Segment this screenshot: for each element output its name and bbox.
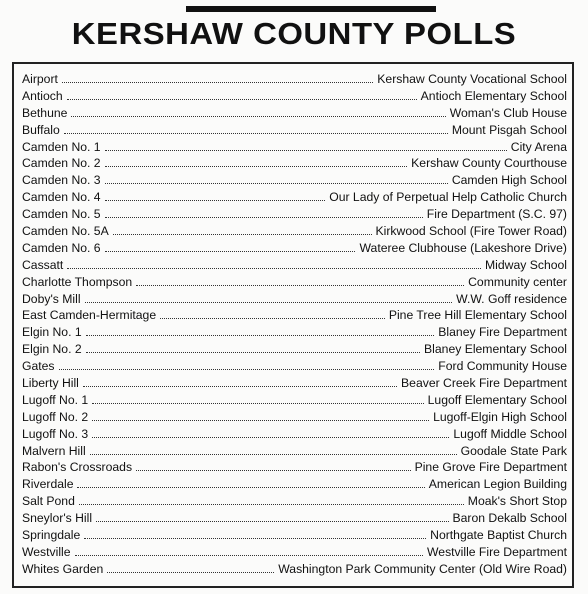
poll-row [22,426,567,443]
precinct-name: Liberty Hill [22,376,79,391]
polling-place: Lugoff-Elgin High School [433,409,567,424]
polling-place: Kershaw County Courthouse [411,156,567,171]
dot-leader [92,419,429,421]
precinct-name: Malvern Hill [22,443,86,458]
dot-leader [96,520,448,522]
poll-row [22,257,567,274]
precinct-name: East Camden-Hermitage [22,308,157,323]
precinct-name: Airport [22,72,58,86]
precinct-name: Camden No. 2 [22,156,101,171]
precinct-name: Antioch [22,88,63,103]
precinct-name: Rabon's Crossroads [22,460,133,475]
precinct-name: Lugoff No. 3 [22,426,89,441]
polling-place: Our Lady of Perpetual Help Catholic Church [329,190,567,205]
precinct-name: Elgin No. 2 [22,342,82,357]
poll-row [22,409,567,426]
top-rule [186,6,436,12]
poll-row [22,88,567,105]
dot-leader [67,98,417,100]
dot-leader [77,486,424,488]
dot-leader [105,250,356,252]
precinct-name: Sneylor's Hill [22,511,93,526]
precinct-name: Whites Garden [22,561,104,576]
precinct-name: Camden No. 3 [22,173,101,188]
precinct-name: Westville [22,544,71,559]
poll-row [22,307,567,324]
poll-row [22,223,567,240]
dot-leader [113,233,372,235]
precinct-name: Buffalo [22,122,60,137]
polling-place: Moak's Short Stop [467,494,567,509]
polling-place: American Legion Building [428,477,567,492]
poll-row [22,324,567,341]
polling-place: Kirkwood School (Fire Tower Road) [375,224,567,239]
polling-place: Blaney Fire Department [438,325,567,340]
polling-place: Kershaw County Vocational School [377,72,567,86]
polling-place: Northgate Baptist Church [430,528,567,543]
poll-row [22,291,567,308]
precinct-name: Camden No. 5A [22,224,109,239]
poll-row [22,155,567,172]
poll-row [22,358,567,375]
dot-leader [105,165,408,167]
dot-leader [136,284,464,286]
poll-row [22,240,567,257]
poll-row [22,527,567,544]
dot-leader [105,182,448,184]
precinct-name: Camden No. 4 [22,190,101,205]
poll-row [22,206,567,223]
precinct-name: Lugoff No. 1 [22,392,89,407]
dot-leader [75,554,423,556]
poll-row [22,561,567,578]
polling-place: Ford Community House [438,359,567,374]
precinct-name: Bethune [22,105,68,120]
poll-row [22,172,567,189]
precinct-name: Charlotte Thompson [22,274,133,289]
polling-place: Wateree Clubhouse (Lakeshore Drive) [359,240,567,255]
poll-row [22,459,567,476]
polling-place: Antioch Elementary School [420,88,567,103]
dot-leader [105,216,423,218]
dot-leader [59,368,435,370]
poll-row [22,274,567,291]
poll-row [22,510,567,527]
polling-place: Baron Dekalb School [452,511,567,526]
polling-place: Midway School [485,257,567,272]
poll-row [22,392,567,409]
precinct-name: Riverdale [22,477,74,492]
precinct-name: Elgin No. 1 [22,325,82,340]
poll-row [22,443,567,460]
dot-leader [71,115,445,117]
precinct-name: Camden No. 1 [22,139,101,154]
dot-leader [67,267,481,269]
dot-leader [105,149,507,151]
polling-place: Mount Pisgah School [451,122,567,137]
polling-place: Woman's Club House [449,105,567,120]
dot-leader [136,469,411,471]
polling-place: City Arena [510,139,567,154]
poll-row [22,476,567,493]
poll-row [22,341,567,358]
polling-place: Washington Park Community Center (Old Wire Road) [278,561,567,576]
dot-leader [107,571,274,573]
precinct-name: Salt Pond [22,494,75,509]
dot-leader [79,503,464,505]
poll-row [22,139,567,156]
precinct-name: Camden No. 5 [22,207,101,222]
poll-row [22,544,567,561]
page-title: KERSHAW COUNTY POLLS [71,16,517,51]
precinct-name: Doby's Mill [22,291,81,306]
polling-place: Lugoff Elementary School [427,392,567,407]
poll-row [22,493,567,510]
polling-place: Fire Department (S.C. 97) [426,207,567,222]
polling-place: Camden High School [451,173,567,188]
polling-place: Beaver Creek Fire Department [401,376,567,391]
dot-leader [105,199,326,201]
dot-leader [62,81,373,83]
polling-place: Westville Fire Department [427,544,567,559]
precinct-name: Camden No. 6 [22,240,101,255]
dot-leader [92,402,423,404]
poll-row [22,375,567,392]
dot-leader [86,334,435,336]
dot-leader [84,537,426,539]
dot-leader [85,301,453,303]
dot-leader [92,436,449,438]
polling-place: Lugoff Middle School [453,426,567,441]
precinct-name: Lugoff No. 2 [22,409,89,424]
polls-list [22,71,567,578]
dot-leader [90,453,457,455]
poll-row [22,105,567,122]
poll-row [22,189,567,206]
poll-row [22,122,567,139]
dot-leader [83,385,397,387]
polling-place: Blaney Elementary School [424,342,567,357]
polling-place: Community center [468,274,567,289]
polling-place: Pine Tree Hill Elementary School [388,308,567,323]
dot-leader [86,351,420,353]
precinct-name: Cassatt [22,257,64,272]
polling-place: W.W. Goff residence [456,291,567,306]
poll-row [22,71,567,88]
precinct-name: Springdale [22,528,81,543]
polling-place: Goodale State Park [460,443,567,458]
dot-leader [64,132,448,134]
polling-place: Pine Grove Fire Department [414,460,567,475]
precinct-name: Gates [22,359,55,374]
dot-leader [160,317,385,319]
